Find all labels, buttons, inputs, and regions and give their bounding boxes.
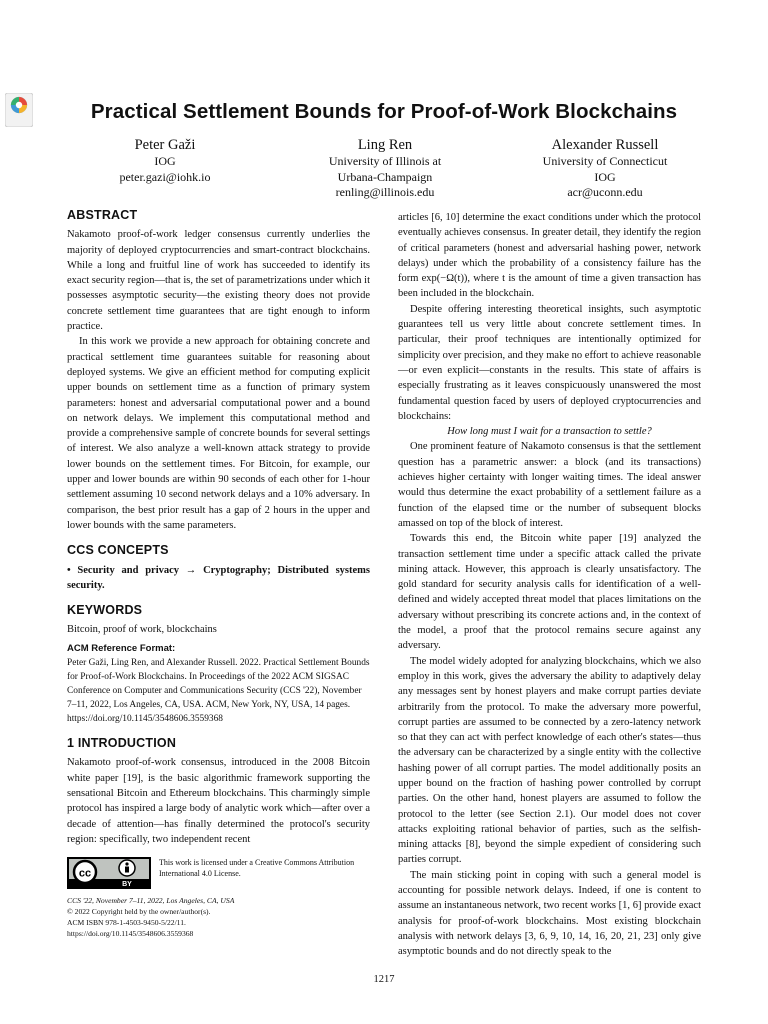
- page-number: 1217: [373, 974, 395, 985]
- left-column: [67, 208, 370, 939]
- abstract-paragraph-1: Nakamoto proof-of-work ledger consensus currently underlies the majority of deployed cryptocurrencies and smart-contract blockchains. While a long and fruitful line of work has succeeded to identify its exact security region—that is, the set of parametrizations under which it possesses asymptotic security—the existing theory does not provide concrete settlement time guarantees that are tight enough to inform practice.: [67, 229, 370, 333]
- acm-reference-heading: ACM Reference Format:: [67, 642, 176, 654]
- author-email: peter.gazi@iohk.io: [119, 169, 211, 184]
- keywords-heading: KEYWORDS: [67, 603, 143, 618]
- creative-commons-by-icon[interactable]: [67, 857, 151, 889]
- author-email: acr@uconn.edu: [567, 185, 643, 200]
- ccs-concepts-text: • Security and privacy → Cryptography; Distributed systems security.: [67, 564, 370, 591]
- license-block: [67, 857, 370, 889]
- keywords-text: Bitcoin, proof of work, blockchains: [67, 624, 217, 636]
- acm-reference-text: Peter Gaži, Ling Ren, and Alexander Russell. 2022. Practical Settlement Bounds for Proof-of-Work Blockchains. In Proceedings of the 2022 ACM SIGSAC Conference on Computer and Communications Security (CCS '22), November 7–11, 2022, Los Angeles, CA, USA. ACM, New York, NY, USA, 14 pages. https://doi.org/10.1145/3548606.3559368: [67, 658, 370, 725]
- intro-paragraph-6: The model widely adopted for analyzing blockchains, which we also employ in this work, gives the adversary the ability to adaptively delay any messages sent by honest players and make corrupt parties deviate arbitrarily from the protocol. To make the adversary more powerful, corrupt parties are assumed to be connected by a zero-latency network so that they can act with perfect knowledge of each other's states—thus the adversary can be characterized by a single entity with the collective hashing power of all corrupt parties. The model additionally posits an upper bound on the fraction of hashing power controlled by corrupt parties. On the other hand, honest players are assumed to follow the protocol to the letter (see Section 2.1). Our model does not cover attacks exploiting rational behavior of parties, such as the selfish-mining attacks [8], beyond the simple expedient of considering such parties corrupt.: [398, 655, 701, 866]
- author-affiliation-2: IOG: [594, 169, 616, 184]
- intro-paragraph-7: The main sticking point in coping with such a general model is accounting for possible network delays. Indeed, if one is content to assume an instantaneous network, two recent works [1, 6] provide exact analysis for proof-of-work blockchains. Most existing blockchain analysis with network delays [3, 6, 9, 10, 14, 16, 20, 21, 23] only give asymptotic bounds and do not directly speak to the: [398, 869, 701, 958]
- introduction-heading: 1 INTRODUCTION: [67, 736, 177, 751]
- author-name: Alexander Russell: [551, 137, 659, 153]
- author-affiliation: University of Connecticut: [542, 154, 668, 168]
- conference-line: CCS '22, November 7–11, 2022, Los Angeles, CA, USA: [67, 896, 235, 906]
- right-column: [398, 210, 701, 960]
- abstract-paragraph-2: In this work we provide a new approach for obtaining concrete and practical settlement time guarantees suitable for reasoning about deployed systems. We give an efficient method for computing explicit upper bounds on settlement time as a function of primary system parameters: honest and adversarial computational power and a bound on network delays. We implement this computational method and provide a comprehensive sample of concrete bounds for several settings of interest. We also analyze a well-known attack strategy to provide lower bounds on the settlement times. For Bitcoin, for example, our upper and lower bounds are within 90 seconds of each other for 1-hour settlement assuming 10 second network delays and a 10% adversary. In comparison, the best prior result has a gap of 2 hours in the upper and lower bounds with the same parameters.: [67, 336, 370, 531]
- copyright-footnote: [67, 895, 370, 939]
- intro-paragraph-4: One prominent feature of Nakamoto consensus is that the settlement question has a parametric answer: a block (and its transactions) achieves higher certainty with longer waiting times. The ideal answer would thus determine the exact probability of a settlement failure as a function of the elapsed time or the number of subsequent blocks amassed on top of the block of interest.: [398, 441, 701, 529]
- author-3: [500, 136, 710, 201]
- copyright-line: © 2022 Copyright held by the owner/author(s).: [67, 907, 211, 917]
- intro-paragraph-2: articles [6, 10] determine the exact conditions under which the protocol eventually achieves consensus. In greater detail, they identify the region of critical parameters (honest and adversarial hashing power, network delays) under which the probability of a consistency failure has the form exp(−Ω(t)), where t is the amount of time a given transaction has been included in the blockchain.: [398, 212, 701, 300]
- author-affiliation: IOG: [154, 154, 176, 168]
- isbn-line: ACM ISBN 978-1-4503-9450-5/22/11.: [67, 918, 186, 928]
- intro-paragraph-5: Towards this end, the Bitcoin white paper [19] analyzed the transaction settlement time under a specific attack called the private mining attack. However, this approach is clearly unsatisfactory. The gold standard for security analysis calls for identification of a well-defined and widely accepted threat model that places limitations on the adversary without prescribing its concrete actions and, in the context of the model, a proof that the protocol remains secure against any adversary.: [398, 533, 701, 652]
- author-affiliation-2: Urbana-Champaign: [337, 169, 433, 184]
- introduction-paragraph-1: Nakamoto proof-of-work consensus, introduced in the 2008 Bitcoin white paper [19], is the basic algorithmic framework supporting the sensational Bitcoin and Ethereum blockchains. This charmingly simple protocol has inspired a large body of analytic work which—after over a decade of attention—has finally determined the protocol's security region: specifically, two independent recent: [67, 757, 370, 845]
- central-question: How long must I wait for a transaction to settle?: [447, 426, 652, 438]
- author-email: renling@illinois.edu: [335, 185, 435, 200]
- author-name: Peter Gaži: [134, 137, 196, 153]
- svg-text:cc: cc: [78, 867, 92, 880]
- doi-link[interactable]: https://doi.org/10.1145/3548606.3559368: [67, 929, 194, 939]
- author-1: [60, 136, 270, 201]
- abstract-heading: ABSTRACT: [67, 208, 138, 222]
- author-2: [280, 136, 490, 201]
- author-affiliation: University of Illinois at: [328, 154, 442, 168]
- paper-title: Practical Settlement Bounds for Proof-of-Work Blockchains: [90, 100, 678, 123]
- ccs-concepts-heading: CCS CONCEPTS: [67, 543, 169, 558]
- author-block: [60, 136, 710, 201]
- intro-paragraph-3: Despite offering interesting theoretical insights, such asymptotic guarantees tell us very little about concrete settlement times. In particular, their proof techniques are intentionally optimized for simplicity over precision, and they make no effort to achieve reasonable—or even explicit—constants in the results. This state of affairs is especially frustrating as it leaves conspicuously unanswered the most fundamental question faced by users of deployed cryptocurrencies and blockchains:: [398, 303, 701, 422]
- cc-by-label: BY: [122, 881, 132, 889]
- author-name: Ling Ren: [357, 137, 413, 153]
- license-text: This work is licensed under a Creative Commons Attribution International 4.0 License.: [159, 858, 355, 879]
